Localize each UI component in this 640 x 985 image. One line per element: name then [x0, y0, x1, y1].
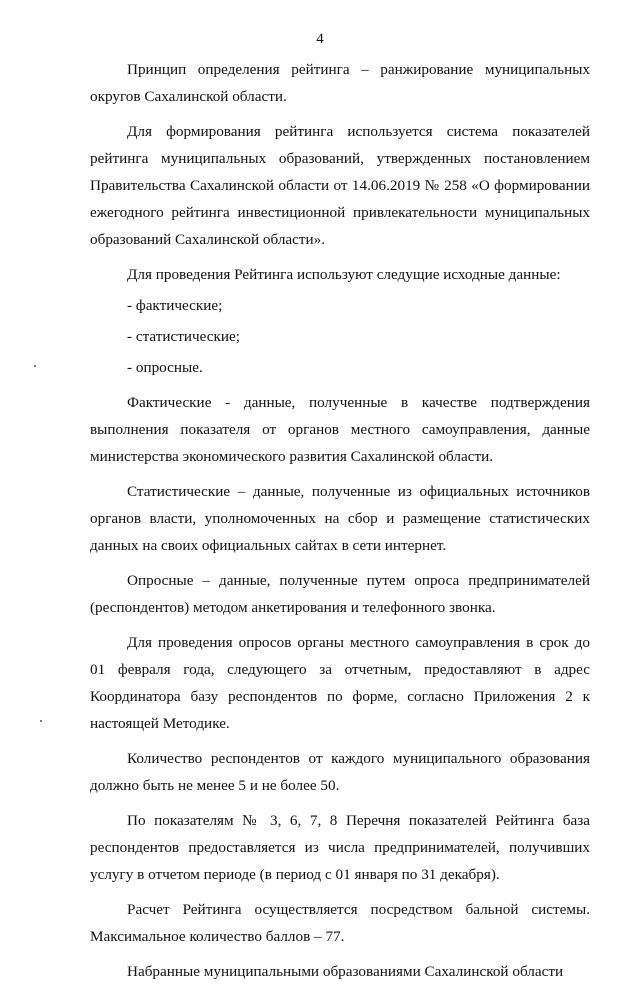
paragraph-scoring-system: Расчет Рейтинга осуществляется посредством бальной системы. Максимальное количество баллов – 77.: [90, 901, 590, 945]
paragraph-indicator-system: Для формирования рейтинга используется система показателей рейтинга муниципальных образований, утвержденных постановлением Правительства Сахалинской области от 14.06.2019 № 258 «О формировании ежегодного рейтинга инвестиционной привлекательности муниципальных образований Сахалинской области».: [90, 123, 590, 248]
paragraph-survey-procedure: Для проведения опросов органы местного самоуправления в срок до 01 февраля года, следующего за отчетным, предоставляют в адрес Координатора базу респондентов по форме, согласно Приложения 2 к настоящей Методике.: [90, 634, 590, 732]
paragraph-respondent-count: Количество респондентов от каждого муниципального образования должно быть не менее 5 и не более 50.: [90, 750, 590, 794]
paragraph-scores-continued: Набранные муниципальными образованиями Сахалинской области: [127, 963, 564, 980]
paragraph-survey-data: Опросные – данные, полученные путем опроса предпринимателей (респондентов) методом анкетирования и телефонного звонка.: [90, 572, 590, 616]
paragraph-factual-data: Фактические - данные, полученные в качестве подтверждения выполнения показателя от органов местного самоуправления, данные министерства экономического развития Сахалинской области.: [90, 394, 590, 465]
paragraph-indicator-respondents: По показателям № 3, 6, 7, 8 Перечня показателей Рейтинга база респондентов предоставляется из числа предпринимателей, получивших услугу в отчетом периоде (в период с 01 января по 31 декабря).: [90, 812, 590, 883]
list-item: - опросные.: [127, 359, 203, 376]
paragraph-statistical-data: Статистические – данные, полученные из официальных источников органов власти, уполномоченных на сбор и размещение статистических данных на своих официальных сайтах в сети интернет.: [90, 483, 590, 554]
document-body: [90, 56, 590, 985]
paragraph-source-data-intro: Для проведения Рейтинга используют следущие исходные данные:: [127, 266, 561, 283]
paragraph-rating-principle: Принцип определения рейтинга – ранжирование муниципальных округов Сахалинской области.: [90, 61, 590, 105]
list-item: - фактические;: [127, 297, 223, 314]
page-number: 4: [316, 31, 324, 47]
scan-speck: [40, 720, 42, 722]
list-item: - статистические;: [127, 328, 241, 345]
scan-speck: [34, 365, 36, 367]
source-data-list: [90, 292, 590, 381]
